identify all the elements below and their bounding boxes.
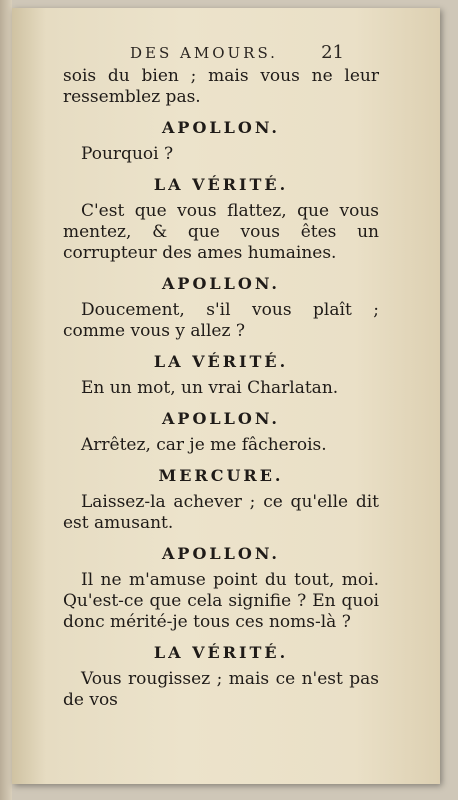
text-block: Pourquoi ? [81, 144, 174, 164]
page-text [63, 66, 379, 711]
text-block: Doucement, s'il vous plaît ; comme vous y allez ? [63, 300, 379, 341]
speaker-heading: MERCURE. [158, 466, 284, 485]
text-block: sois du bien ; mais vous ne leur ressemblez pas. [63, 66, 379, 107]
speaker-heading: LA VÉRITÉ. [153, 643, 289, 662]
text-block: Il ne m'amuse point du tout, moi. Qu'est-ce que cela signifie ? En quoi donc mérité-je tous ces noms-là ? [63, 570, 379, 632]
speaker-heading: APOLLON. [162, 544, 280, 563]
speaker-heading: LA VÉRITÉ. [153, 175, 289, 194]
running-title: DES AMOURS. [130, 44, 278, 62]
text-block: Vous rougissez ; mais ce n'est pas de vos [63, 669, 379, 710]
speaker-heading: APOLLON. [162, 274, 280, 293]
text-block: En un mot, un vrai Charlatan. [81, 378, 339, 398]
speaker-heading: APOLLON. [162, 409, 280, 428]
speaker-heading: APOLLON. [162, 118, 280, 137]
page-number: 21 [321, 42, 344, 63]
text-block: Laissez-la achever ; ce qu'elle dit est amusant. [63, 492, 379, 533]
speaker-heading: LA VÉRITÉ. [153, 352, 289, 371]
book-spine-shadow [0, 0, 12, 800]
text-block: C'est que vous flattez, que vous mentez, & que vous êtes un corrupteur des ames humaines. [63, 201, 379, 263]
text-block: Arrêtez, car je me fâcherois. [81, 435, 327, 455]
book-page [12, 8, 440, 784]
